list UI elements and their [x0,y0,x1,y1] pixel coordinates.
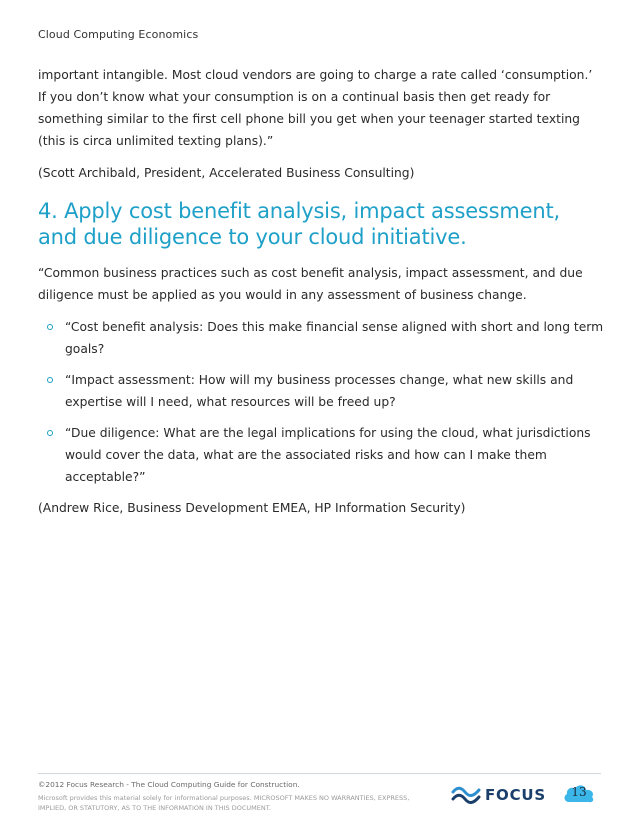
footer-disclaimer: Microsoft provides this material solely for informational purposes. MICROSOFT MAKES NO WARRANTIES, EXPRESS, IMPLIED, OR STATUTORY, AS TO THE INFORMATION IN THIS DOCUMENT. [38,794,410,812]
focus-waves-icon [451,784,481,806]
bullet-text: “Impact assessment: How will my business processes change, what new skills and expertise will I need, what resources will be freed up? [65,373,574,409]
bullet-item-due-diligence [38,422,604,488]
footer-divider [38,773,601,774]
footer-copyright: ©2012 Focus Research - The Cloud Computing Guide for Construction. [38,780,300,789]
focus-logo [451,783,546,807]
page-content [38,64,604,527]
section-intro-paragraph: “Common business practices such as cost benefit analysis, impact assessment, and due diligence must be applied as you would in any assessment of business change. [38,266,583,302]
attribution-rice: (Andrew Rice, Business Development EMEA, HP Information Security) [38,501,466,515]
running-header: Cloud Computing Economics [38,28,199,41]
section-heading: 4. Apply cost benefit analysis, impact assessment, and due diligence to your cloud initiative. [38,199,561,249]
bullet-text: “Due diligence: What are the legal implications for using the cloud, what jurisdictions would cover the data, what are the associated risks and how can I make them acceptable?” [65,426,591,484]
hollow-circle-icon [47,377,53,383]
bullet-text: “Cost benefit analysis: Does this make financial sense aligned with short and long term goals? [65,320,604,356]
bullet-item-cost-benefit [38,316,604,360]
bullet-list [38,316,604,488]
intro-paragraph: important intangible. Most cloud vendors are going to charge a rate called ‘consumption.’ If you don’t know what your consumption is on a continual basis then get ready for something similar to the first cell phone bill you get when your teenager started texting (this is circa unlimited texting plans).” [38,68,593,148]
page-number: 13 [571,785,587,799]
hollow-circle-icon [47,324,53,330]
attribution-archibald: (Scott Archibald, President, Accelerated Business Consulting) [38,166,415,180]
page-number-badge [562,780,596,806]
hollow-circle-icon [47,430,53,436]
logo-wordmark: FOCUS [485,786,546,804]
bullet-item-impact-assessment [38,369,604,413]
